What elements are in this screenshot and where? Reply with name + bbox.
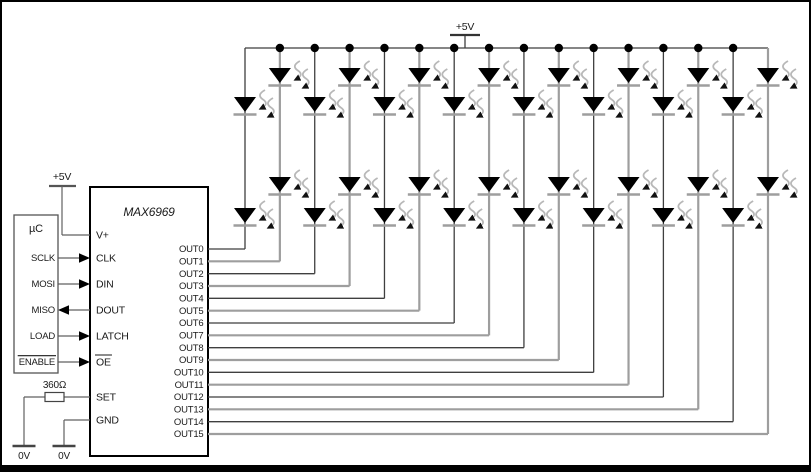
junction-dot: [380, 44, 388, 52]
ground-label: 0V: [58, 451, 70, 462]
chip-out-pin-label: OUT0: [178, 244, 204, 256]
frame-bottom-bar: [0, 465, 811, 472]
chip-out-pin-label: OUT13: [173, 404, 204, 416]
chip-out-pin-label: OUT9: [178, 355, 204, 367]
junction-dot: [729, 44, 737, 52]
chip-pin-label: DOUT: [96, 304, 125, 317]
resistor-value-label: 360Ω: [42, 380, 67, 391]
junction-dot: [520, 44, 528, 52]
junction-dot: [624, 44, 632, 52]
junction-dot: [694, 44, 702, 52]
mcu-pin-label: MISO: [31, 305, 55, 317]
chip-out-pin-label: OUT6: [178, 318, 204, 330]
chip-out-pin-label: OUT4: [178, 293, 204, 305]
junction-dot: [415, 44, 423, 52]
chip-pin-label: V+: [96, 229, 109, 242]
junction-dot: [311, 44, 319, 52]
chip-out-pin-label: OUT14: [173, 416, 204, 428]
chip-out-pin-label: OUT2: [178, 268, 204, 280]
chip-pin-label: CLK: [96, 252, 116, 265]
junction-dot: [555, 44, 563, 52]
junction-dot: [589, 44, 597, 52]
mcu-pin-label: MOSI: [31, 279, 55, 291]
chip-pin-label: LATCH: [96, 330, 129, 343]
chip-out-pin-label: OUT7: [178, 330, 204, 342]
vplus-supply-label: +5V: [52, 171, 72, 183]
chip-out-pin-label: OUT1: [178, 256, 204, 268]
supply-5v-label: +5V: [455, 21, 475, 33]
chip-pin-label: GND: [96, 414, 119, 427]
chip-out-pin-label: OUT8: [178, 342, 204, 354]
chip-out-pin-label: OUT5: [178, 305, 204, 317]
mcu-pin-label: ENABLE: [18, 357, 55, 369]
ground-label: 0V: [18, 451, 30, 462]
chip-pin-label: SET: [96, 391, 116, 404]
chip-out-pin-label: OUT11: [174, 379, 204, 391]
mcu-label: µC: [29, 223, 43, 235]
chip-out-pin-label: OUT12: [173, 392, 204, 404]
chip-out-pin-label: OUT10: [173, 367, 204, 379]
chip-out-pin-label: OUT15: [173, 429, 204, 441]
junction-dot: [450, 44, 458, 52]
junction-dot: [345, 44, 353, 52]
mcu-pin-label: SCLK: [30, 253, 55, 265]
junction-dot: [485, 44, 493, 52]
chip-pin-label: OE: [96, 356, 111, 369]
mcu-box: [14, 215, 58, 373]
junction-dot: [659, 44, 667, 52]
chip-pin-label: DIN: [96, 278, 114, 291]
chip-out-pin-label: OUT3: [178, 281, 204, 293]
resistor-rset: [45, 393, 64, 402]
mcu-pin-label: LOAD: [29, 331, 55, 343]
junction-dot: [276, 44, 284, 52]
chip-title: MAX6969: [123, 205, 175, 219]
